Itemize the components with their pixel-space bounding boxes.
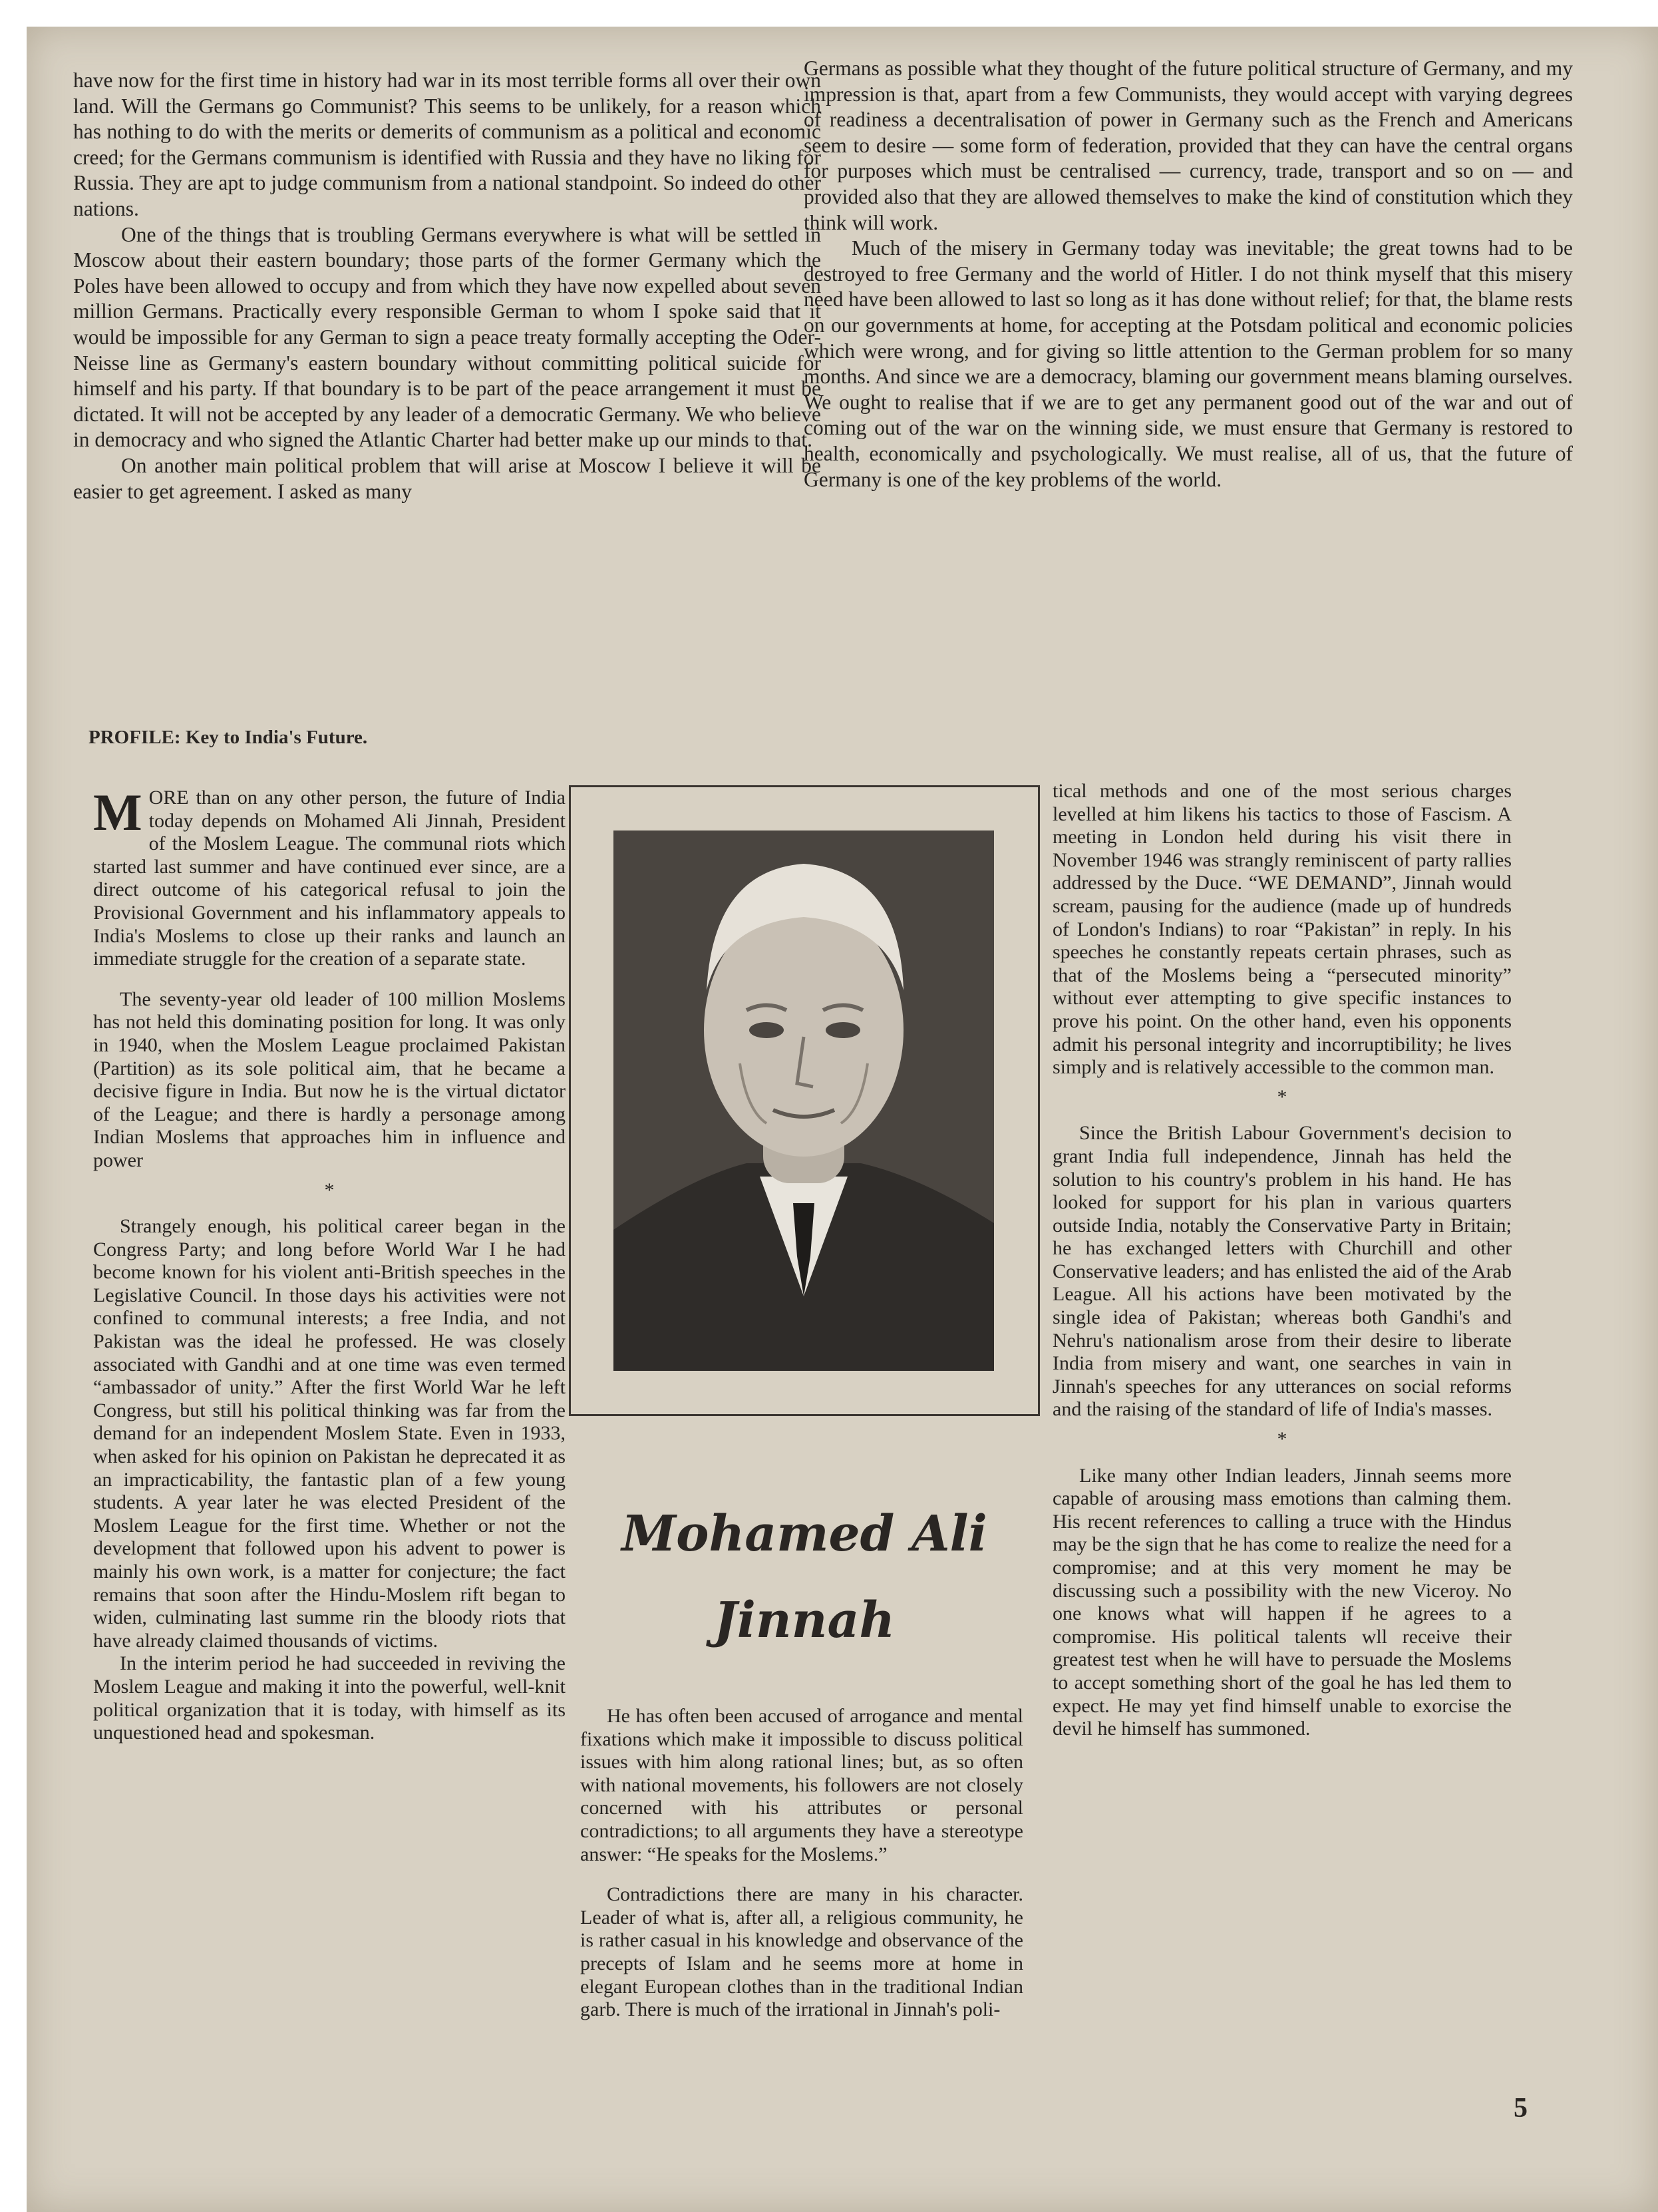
profile-paragraph: He has often been accused of arrogance and mental fixations which make it impossible to discuss political issues with him along rational lines; but, as so often with national movements, his followers are not closely concerned with his attributes or personal contradictions; to all arguments they have a stereotype answer: “He speaks for the Moslems.”	[580, 1705, 1023, 1865]
article-paragraph: One of the things that is troubling Germans everywhere is what will be settled in Moscow about their eastern boundary; those parts of the former Germany which the Poles have been allowed to occupy and from which they have now expelled about seven million Germans. Practically every responsible German to whom I spoke said that it would be impossible for any German to sign a peace treaty formally accepting the Oder-Neisse line as Germany's eastern boundary without committing political suicide for himself and his party. If that boundary is to be part of the peace arrangement it must be dictated. It will not be accepted by any leader of a democratic Germany. We who believe in democracy and who signed the Atlantic Charter had better make up our minds to that.	[73, 222, 821, 452]
profile-paragraph: ORE than on any other person, the future of India today depends on Mohamed Ali Jinnah, President of the Moslem League. The communal riots which started last summer and have continued ever since, are a direct outcome of his categorical refusal to join the Provisional Government and his inflammatory appeals to India's Moslems to close up their ranks and launch an immediate struggle for the creation of a separate state.	[93, 787, 566, 970]
profile-paragraph: The seventy-year old leader of 100 million Moslems has not held this dominating position for long. It was only in 1940, when the Moslem League proclaimed Pakistan (Partition) as its sole political aim, that he became a decisive figure in India. But now he is the virtual dictator of the League; and there is hardly a personage among Indian Moslems that approaches him in influence and power	[93, 988, 566, 1171]
section-divider-star: *	[1277, 1428, 1287, 1451]
section-divider-star: *	[324, 1179, 335, 1201]
article-paragraph: On another main political problem that will arise at Moscow I believe it will be easier to get agreement. I asked as many	[73, 453, 821, 503]
page-number: 5	[1514, 2093, 1528, 2123]
profile-paragraph: Contradictions there are many in his character. Leader of what is, after all, a religious community, he is rather casual in his knowledge and observance of the precepts of Islam and he seems more at home in elegant European clothes than in the traditional Indian garb. There is much of the irrational in Jinnah's poli-	[580, 1883, 1023, 2021]
drop-cap: M	[93, 783, 142, 841]
profile-paragraph: Strangely enough, his political career began in the Congress Party; and long before World War I he had become known for his violent anti-British speeches in the Legislative Council. In those days his activities were not confined to communal interests; a free India, and not Pakistan was the ideal he professed. He was closely associated with Gandhi and at one time was even termed “ambassador of unity.” After the first World War he left Congress, but still his political thinking was far from the demand for an independent Moslem State. Even in 1933, when asked for his opinion on Pakistan he deprecated it as an impracticability, the fantastic plan of a few young students. A year later he was elected President of the Moslem League for the first time. Whether or not the development that followed upon his advent to power is mainly his own work, is a matter for conjecture; the fact remains that soon after the Hindu-Moslem rift began to widen, culminating last summe rin the bloody riots that have already claimed thousands of victims.	[93, 1215, 566, 1652]
profile-paragraph: Like many other Indian leaders, Jinnah seems more capable of arousing mass emotions than calming them. His recent references to calling a truce with the Hindus may be the sign that he has come to realize the need for a compromise; and at this very moment he may be discussing such a possibility with the new Viceroy. No one knows what will happen if he agrees to a compromise. His political talents wll receive their greatest test when he will have to persuade the Moslems to accept something short of the goal he has led them to expect. He may yet find himself unable to exorcise the devil he himself has summoned.	[1053, 1464, 1512, 1740]
article-column-left	[73, 68, 821, 504]
profile-paragraph: tical methods and one of the most serious charges levelled at him likens his tactics to those of Fascism. A meeting in London held during his visit there in November 1946 was strangly reminiscent of party rallies addressed by the Duce. “WE DEMAND”, Jinnah would scream, pausing for the audience (made up of hundreds of London's Indians) to roar “Pakistan” in reply. In his speeches he constantly repeats certain phrases, such as that of the Moslems being a “persecuted minority” without ever attempting to give specific instances to prove his point. On the other hand, even his opponents admit his personal integrity and incorruptibility; he lives simply and is relatively accessible to the common man.	[1053, 780, 1512, 1079]
article-paragraph: Germans as possible what they thought of the future political structure of Germany, and my impression is that, apart from a few Communists, they would accept with varying degrees of readiness a decentralisation of power in Germany such as the French and Americans seem to desire — some form of federation, provided that they can have the central organs for purposes which must be centralised — currency, trade, transport and so on — and provided also that they are allowed themselves to make the kind of constitution which they think will work.	[804, 57, 1573, 234]
newspaper-page	[27, 27, 1658, 2212]
profile-paragraph: In the interim period he had succeeded in reviving the Moslem League and making it into the powerful, well-knit political organization that it is today, with himself as its unquestioned head and spokesman.	[93, 1652, 566, 1744]
profile-column-middle	[580, 1705, 1023, 2022]
portrait-photo	[613, 830, 994, 1371]
profile-column-right	[1053, 780, 1512, 1741]
profile-paragraph: Since the British Labour Government's decision to grant India full independence, Jinnah has held the solution to his country's problem in his hand. He has looked for support for his plan in various quarters outside India, notably the Conservative Party in Britain; he has exchanged letters with Churchill and other Conservative leaders; and has enlisted the aid of the Arab League. All his actions have been motivated by the single idea of Pakistan; whereas both Gandhi's and Nehru's nationalism arose from their desire to liberate India from misery and want, one searches in vain in Jinnah's speeches for any utterances on social reforms and the raising of the standard of life of India's masses.	[1053, 1122, 1512, 1421]
profile-headline	[585, 1505, 1023, 1563]
headline-line: Jinnah	[713, 1592, 896, 1649]
article-column-right	[804, 56, 1573, 492]
article-paragraph: Much of the misery in Germany today was inevitable; the great towns had to be destroyed to free Germany and the world of Hitler. I do not think myself that this misery need have been allowed to last so long as it has done without relief; for that, the blame rests on our governments at home, for accepting at the Potsdam political and economic policies which were wrong, and for giving so little attention to the German problem for so many months. And since we are a democracy, blaming our government means blaming ourselves. We ought to realise that if we are to get any permanent good out of the war and out of coming out of the war on the winning side, we must ensure that Germany is restored to health, economically and psychologically. We must realise, all of us, that the future of Germany is one of the key problems of the world.	[804, 236, 1573, 491]
article-paragraph: have now for the first time in history had war in its most terrible forms all over their own land. Will the Germans go Communist? This seems to be unlikely, for a reason which has nothing to do with the merits or demerits of communism as a political and economic creed; for the Germans communism is identified with Russia and they have no liking for Russia. They are apt to judge communism from a national standpoint. So indeed do other nations.	[73, 69, 821, 220]
section-divider-star: *	[1277, 1085, 1287, 1108]
profile-column-left	[93, 783, 566, 1745]
section-header: PROFILE: Key to India's Future.	[88, 727, 368, 748]
profile-headline	[585, 1592, 1023, 1649]
portrait-image	[613, 830, 994, 1371]
headline-line: Mohamed Ali	[621, 1505, 987, 1563]
